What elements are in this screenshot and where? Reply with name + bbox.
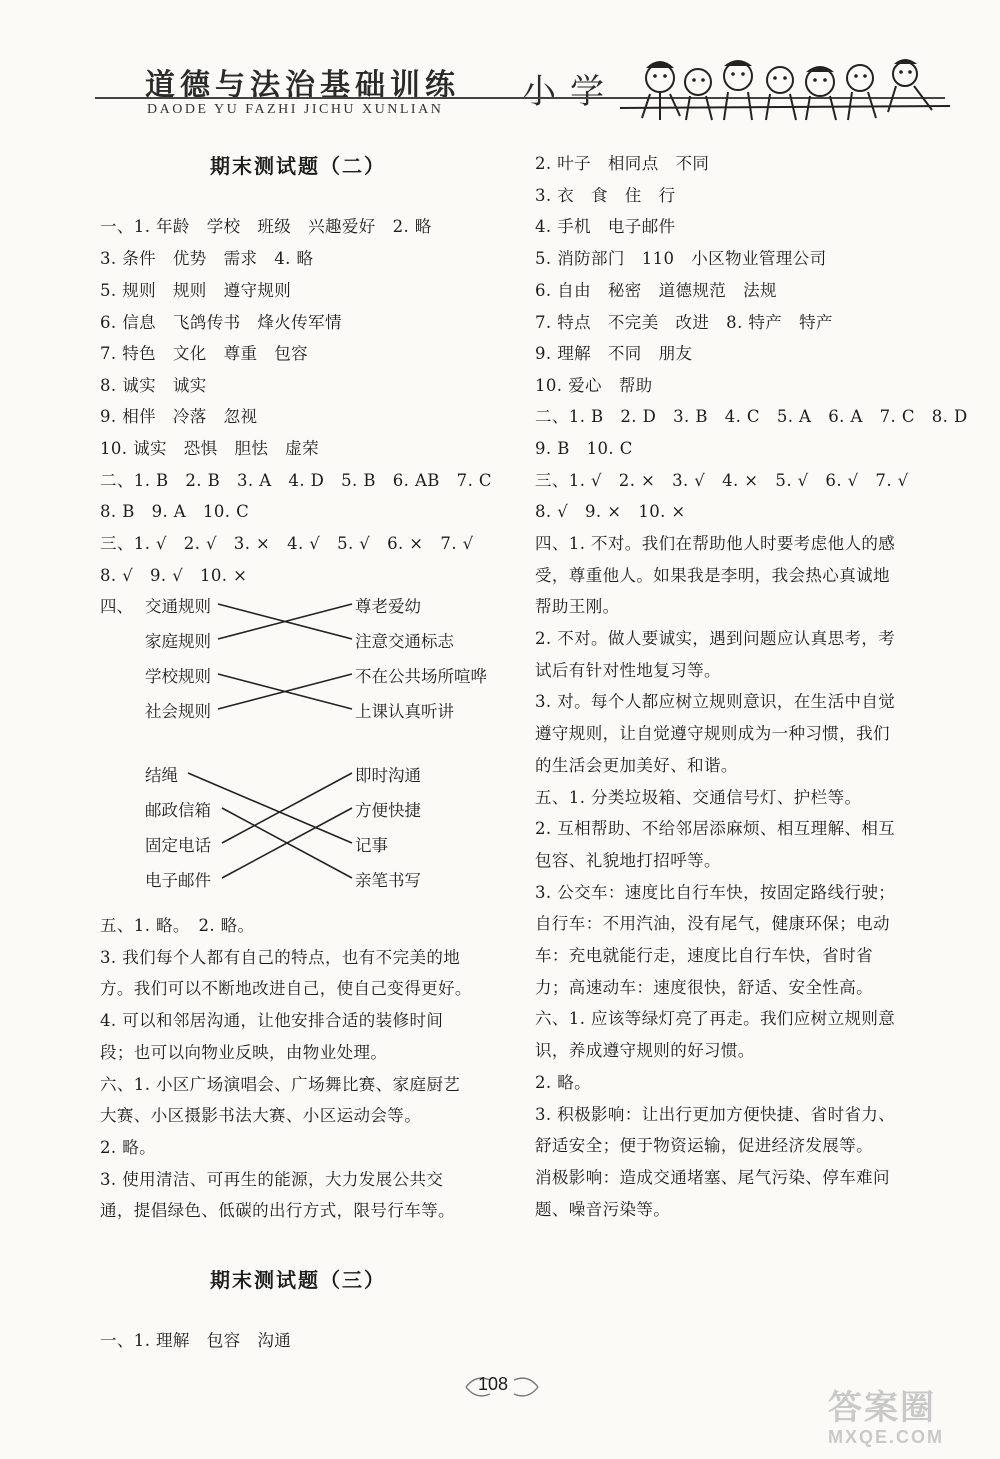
answer-line: 二、1. B 2. D 3. B 4. C 5. A 6. A 7. C 8. D <box>535 407 968 426</box>
match2-right-item: 亲笔书写 <box>355 871 421 890</box>
answer-line: 车：充电就能行走，速度比自行车快，省时省 <box>535 946 873 965</box>
answer-line: 2. 略。 <box>535 1073 591 1092</box>
answer-line: 5. 消防部门 110 小区物业管理公司 <box>535 249 827 268</box>
match1-left-item: 社会规则 <box>145 702 211 721</box>
book-title: 道德与法治基础训练 <box>145 68 460 103</box>
answer-line: 帮助王刚。 <box>535 597 620 616</box>
answer-line: 的生活会更加美好、和谐。 <box>535 756 738 775</box>
answer-line: 9. 相伴 冷落 忽视 <box>100 407 258 426</box>
match2-right-item: 方便快捷 <box>355 801 421 820</box>
answer-line: 五、1. 分类垃圾箱、交通信号灯、护栏等。 <box>535 788 862 807</box>
answer-line: 4. 可以和邻居沟通，让他安排合适的装修时间 <box>100 1011 444 1030</box>
answer-line: 3. 条件 优势 需求 4. 略 <box>100 249 314 268</box>
answer-line: 三、1. √ 2. × 3. √ 4. × 5. √ 6. √ 7. √ <box>535 471 909 490</box>
answer-line: 六、1. 应该等绿灯亮了再走。我们应树立规则意 <box>535 1009 896 1028</box>
answer-line: 3. 我们每个人都有自己的特点，也有不完美的地 <box>100 948 461 967</box>
answer-line: 3. 使用清洁、可再生的能源，大力发展公共交 <box>100 1170 444 1189</box>
answer-line: 2. 略。 <box>100 1138 156 1157</box>
answer-line: 舒适安全；便于物资运输，促进经济发展等。 <box>535 1136 873 1155</box>
answer-line: 8. B 9. A 10. C <box>100 502 250 521</box>
answer-line: 消极影响：造成交通堵塞、尾气污染、停车难问 <box>535 1168 890 1187</box>
section-title-final-test-3: 期末测试题（三） <box>210 1268 386 1292</box>
page-number: 108 <box>478 1374 509 1394</box>
answer-line: 8. 诚实 诚实 <box>100 376 207 395</box>
answer-line: 10. 诚实 恐惧 胆怯 虚荣 <box>100 439 319 458</box>
match1-left-item: 交通规则 <box>145 597 211 616</box>
answer-line: 3. 对。每个人都应树立规则意识，在生活中自觉 <box>535 692 896 711</box>
match1-right-item: 上课认真听讲 <box>355 702 454 721</box>
answer-line: 通，提倡绿色、低碳的出行方式，限号行车等。 <box>100 1201 455 1220</box>
match1-left-item: 学校规则 <box>145 667 211 686</box>
answer-line: 9. 理解 不同 朋友 <box>535 344 693 363</box>
match2-left-item: 固定电话 <box>145 836 211 855</box>
answer-line: 2. 互相帮助、不给邻居添麻烦、相互理解、相互 <box>535 819 896 838</box>
match1-right-item: 不在公共场所喧哗 <box>355 667 487 686</box>
grade-label: 小学 <box>522 72 618 112</box>
matching-prefix: 四、 <box>100 597 133 616</box>
answer-line: 2. 不对。做人要诚实，遇到问题应认真思考，考 <box>535 629 896 648</box>
answer-line: 3. 公交车：速度比自行车快，按固定路线行驶； <box>535 883 896 902</box>
answer-line: 四、1. 不对。我们在帮助他人时要考虑他人的感 <box>535 534 896 553</box>
match2-left-item: 邮政信箱 <box>145 801 211 820</box>
watermark-logo <box>828 1380 978 1450</box>
match1-right-item: 尊老爱幼 <box>355 597 421 616</box>
match2-left-item: 电子邮件 <box>145 871 211 890</box>
match1-right-item: 注意交通标志 <box>355 632 454 651</box>
match2-right-item: 即时沟通 <box>355 766 421 785</box>
answer-line: 5. 规则 规则 遵守规则 <box>100 281 292 300</box>
answer-line: 遵守规则，让自觉遵守规则成为一种习惯，我们 <box>535 724 890 743</box>
section-title-final-test-2: 期末测试题（二） <box>210 154 386 178</box>
answer-line: 7. 特点 不完美 改进 8. 特产 特产 <box>535 313 833 332</box>
answer-line: 识，养成遵守规则的好习惯。 <box>535 1041 755 1060</box>
answer-line: 方。我们可以不断地改进自己，使自己变得更好。 <box>100 979 472 998</box>
answer-line: 试后有针对性地复习等。 <box>535 661 721 680</box>
match1-left-item: 家庭规则 <box>145 632 211 651</box>
answer-line: 段；也可以向物业反映，由物业处理。 <box>100 1043 388 1062</box>
answer-line: 受，尊重他人。如果我是李明，我会热心真诚地 <box>535 566 890 585</box>
answer-line: 8. √ 9. × 10. × <box>535 502 686 521</box>
answer-line: 9. B 10. C <box>535 439 633 458</box>
answer-line: 3. 积极影响：让出行更加方便快捷、省时省力、 <box>535 1105 896 1124</box>
answer-line: 二、1. B 2. B 3. A 4. D 5. B 6. AB 7. C <box>100 471 492 490</box>
answer-line: 2. 叶子 相同点 不同 <box>535 154 710 173</box>
answer-line: 六、1. 小区广场演唱会、广场舞比赛、家庭厨艺 <box>100 1075 461 1094</box>
answer-line: 大赛、小区摄影书法大赛、小区运动会等。 <box>100 1106 422 1125</box>
watermark-url: MXQE.COM <box>828 1427 945 1447</box>
book-title-pinyin: DAODE YU FAZHI JICHU XUNLIAN <box>147 102 444 117</box>
answer-line: 自行车：不用汽油，没有尾气，健康环保；电动 <box>535 914 890 933</box>
answer-line: 三、1. √ 2. √ 3. × 4. √ 5. √ 6. × 7. √ <box>100 534 474 553</box>
answer-line: 8. √ 9. √ 10. × <box>100 566 248 585</box>
match2-right-item: 记事 <box>355 836 388 855</box>
answer-line: 一、1. 理解 包容 沟通 <box>100 1331 292 1350</box>
answer-line: 3. 衣 食 住 行 <box>535 186 676 205</box>
answer-line: 7. 特色 文化 尊重 包容 <box>100 344 309 363</box>
answer-line: 五、1. 略。 2. 略。 <box>100 916 255 935</box>
watermark-text: 答案圈 <box>828 1388 936 1428</box>
answer-line: 一、1. 年龄 学校 班级 兴趣爱好 2. 略 <box>100 217 432 236</box>
match2-left-item: 结绳 <box>145 766 178 785</box>
answer-line: 包容、礼貌地打招呼等。 <box>535 851 721 870</box>
answer-line: 10. 爱心 帮助 <box>535 376 653 395</box>
answer-line: 4. 手机 电子邮件 <box>535 217 676 236</box>
answer-line: 6. 自由 秘密 道德规范 法规 <box>535 281 777 300</box>
answer-line: 题、噪音污染等。 <box>535 1200 671 1219</box>
answer-line: 6. 信息 飞鸽传书 烽火传军情 <box>100 313 342 332</box>
answer-line: 力；高速动车：速度很快，舒适、安全性高。 <box>535 978 873 997</box>
